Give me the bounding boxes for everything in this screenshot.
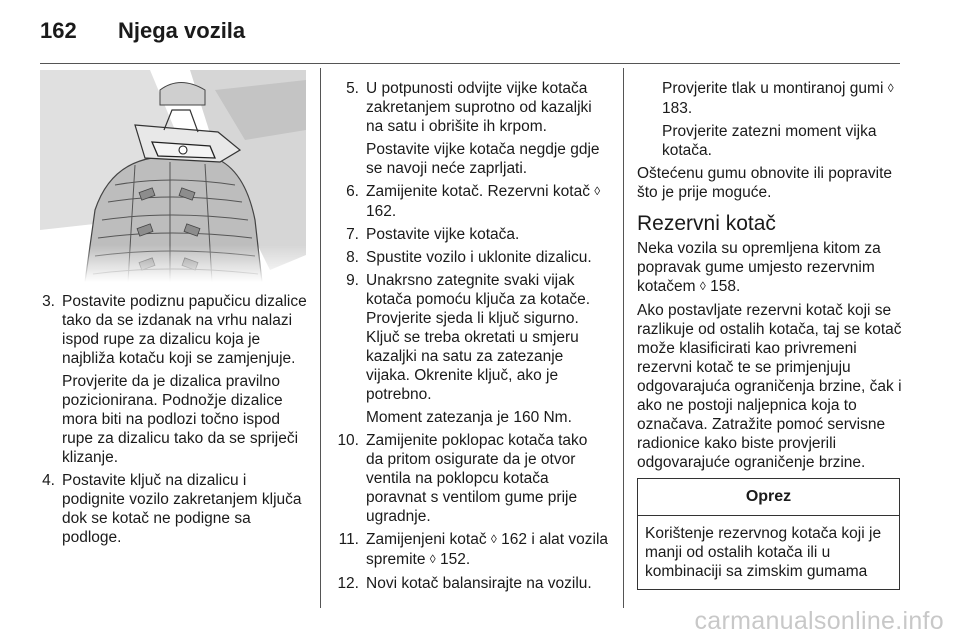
jack-illustration-svg [40,70,306,282]
step-6-text: Zamijenite kotač. Rezervni kotač [366,183,590,200]
step-3 [40,292,308,467]
step-number: 5. [346,80,359,97]
step-12-text: Novi kotač balansirajte na vozilu. [366,575,592,592]
step-11-reference-b[interactable]: 152. [440,551,471,568]
spare-wheel-speed-paragraph: Ako postavljate rezervni kotač koji se razlikuje od ostalih kotača, taj se kotač može klasificirati kao privremeni rezervni kotač te se primjenjuju odgovarajuća ograničenja brzine, čak i ako ne postoji naljepnica koja to označava. Zatražite pomoć servisne radionice kako biste provjerili odgovarajuće ograničenje brzine. [637,302,902,471]
header-rule [40,63,900,64]
column-1 [40,292,308,551]
step-7-text: Postavite vijke kotača. [366,226,520,243]
spare-wheel-intro-text: Neka vozila su opremljena kitom za popravak gume umjesto rezervnim kotačem [637,240,881,295]
column-divider-2 [623,68,624,608]
tyre-pressure-note [637,79,903,118]
tyre-pressure-reference[interactable]: 183. [662,100,693,117]
step-6 [336,182,608,221]
step-11 [336,530,608,570]
step-9 [336,271,608,427]
page-number: 162 [40,18,77,43]
step-6-reference[interactable]: 162. [366,203,397,220]
step-12 [336,574,608,593]
caution-text: Korištenje rezervnog kotača koji je manji od ostalih kotača ili u kombinaciji sa zimskim gumama [645,525,882,580]
step-number: 8. [346,249,359,266]
page-title: Njega vozila [118,18,246,43]
tyre-pressure-text: Provjerite tlak u montiranoj gumi [662,80,884,97]
step-number: 12. [337,575,359,592]
step-number: 3. [42,293,55,310]
step-9-torque: Moment zatezanja je 160 Nm. [366,409,572,426]
torque-check-note: Provjerite zatezni moment vijka kotača. [662,123,877,159]
column-2 [336,79,608,597]
step-10 [336,431,608,526]
page-header [40,18,245,48]
step-number: 11. [338,531,359,548]
step-5-text: U potpunosti odvijte vijke kotača zakretanjem suprotno od kazaljki na satu i obrišite ih krpom. [366,80,592,135]
column-divider-1 [320,68,321,608]
step-number: 10. [337,432,359,449]
page-reference-icon: ◊ [887,81,894,95]
step-3-note: Provjerite da je dizalica pravilno pozicionirana. Podnožje dizalice mora biti na podlozi točno ispod rupe za dizalicu tako da se spriječi klizanje. [62,373,299,466]
jack-placement-illustration [40,70,306,282]
step-5 [336,79,608,178]
column-3 [637,79,903,590]
step-number: 6. [346,183,359,200]
caution-box [637,478,900,590]
damaged-tyre-paragraph: Oštećenu gumu obnovite ili popravite što je prije moguće. [637,165,893,201]
step-5-note: Postavite vijke kotača negdje gdje se navoji neće zaprljati. [366,141,600,177]
watermark: carmanualsonline.info [694,607,944,635]
step-11-text: Zamijenjeni kotač [366,531,487,548]
page-reference-icon: ◊ [429,552,436,566]
step-9-text: Unakrsno zategnite svaki vijak kotača pomoću ključa za kotače. Provjerite sjeda li ključ sigurno. Ključ se treba okretati u smjeru kazaljki na satu za zatezanje vijaka. Okrenite ključ, ako je potrebno. [366,272,591,403]
step-8 [336,248,608,267]
page-reference-icon: ◊ [490,532,497,546]
section-heading-spare-wheel: Rezervni kotač [637,212,776,235]
step-7 [336,225,608,244]
spare-wheel-intro-reference[interactable]: 158. [710,278,741,295]
step-4 [40,471,308,547]
step-3-text: Postavite podiznu papučicu dizalice tako da se izdanak na vrhu nalazi ispod rupe za dizalicu koja je najbliža kotaču koji se zamjenjuje. [62,293,307,367]
step-8-text: Spustite vozilo i uklonite dizalicu. [366,249,592,266]
step-4-text: Postavite ključ na dizalicu i podignite vozilo zakretanjem ključa dok se kotač ne podigne sa podloge. [62,472,302,546]
step-11-reference-a[interactable]: 162 i alat vozila spremite [366,531,609,568]
step-number: 7. [346,226,359,243]
page-reference-icon: ◊ [699,279,706,293]
step-number: 4. [42,472,55,489]
page-reference-icon: ◊ [594,184,601,198]
caution-title: Oprez [638,479,899,516]
step-number: 9. [346,272,359,289]
spare-wheel-intro [637,239,903,297]
step-10-text: Zamijenite poklopac kotača tako da pritom osigurate da je otvor ventila na poklopcu kotača poravnat s ventilom gume prije ugradnje. [366,432,588,525]
